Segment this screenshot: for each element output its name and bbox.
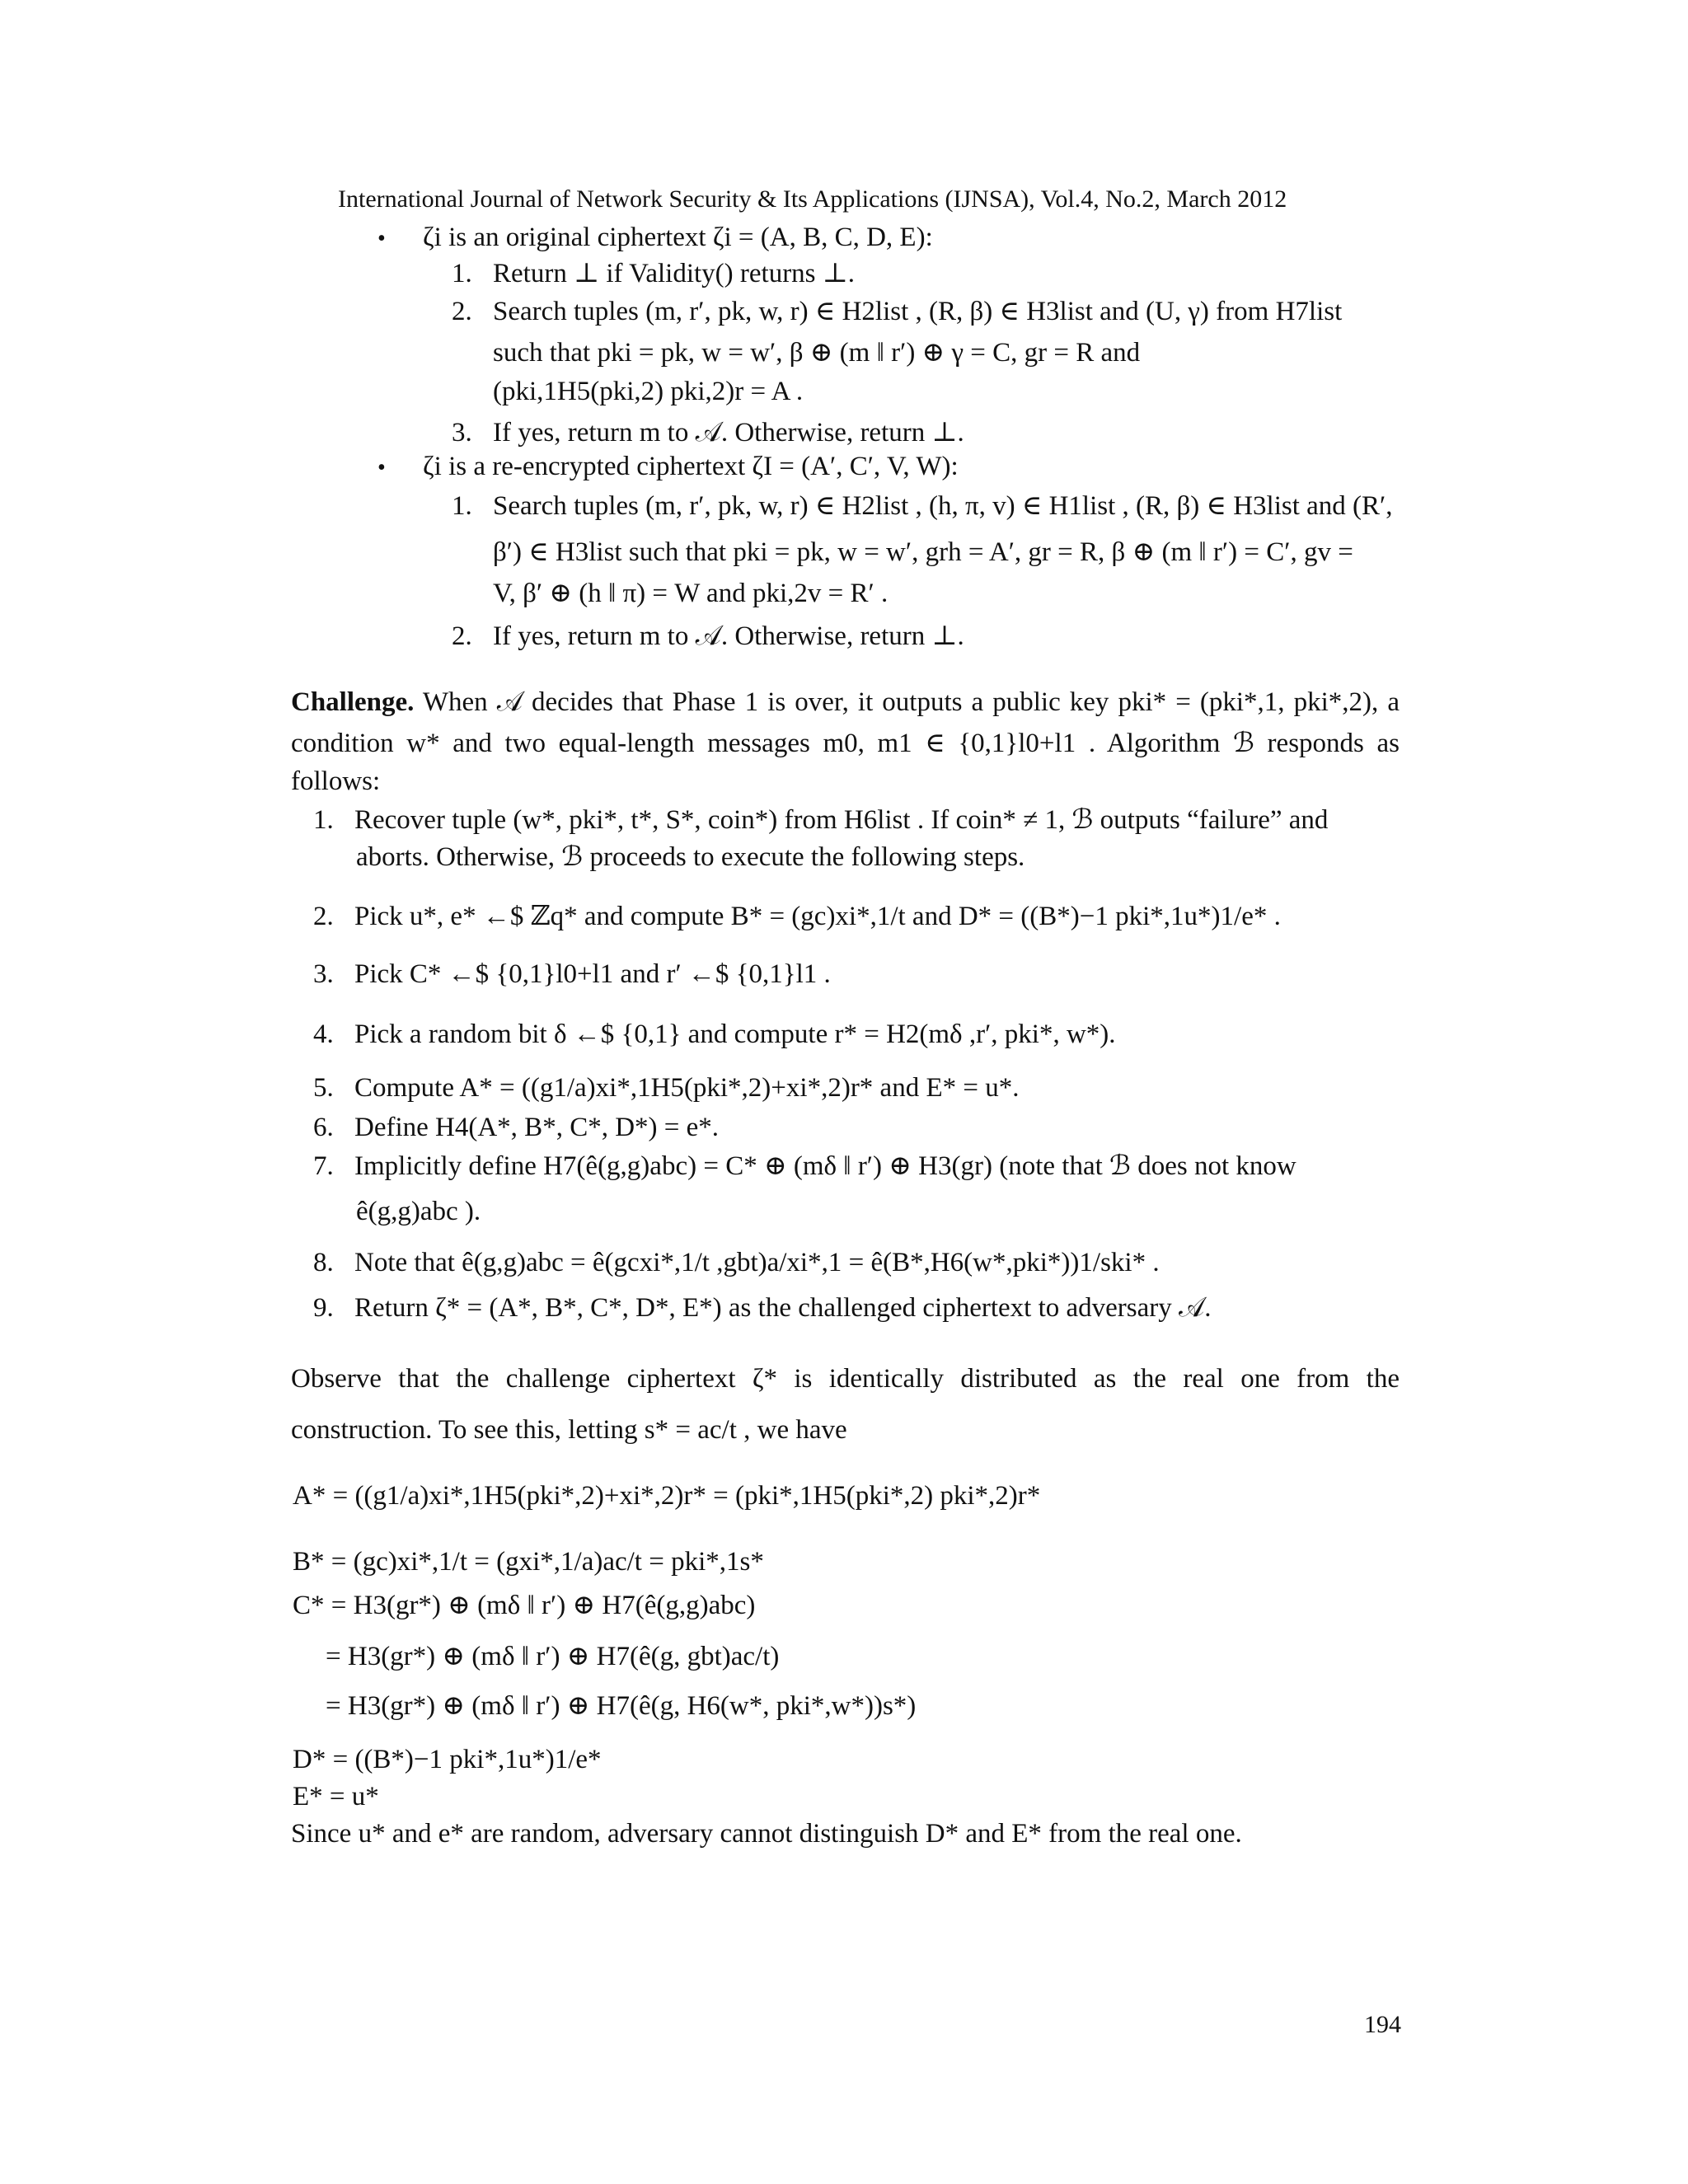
step-text: Recover tuple (w*, pki*, t*, S*, coin*) from H6list . If coin* ≠ 1, ℬ outputs “failure” and — [354, 805, 1329, 835]
step-continuation: V, β′ ⊕ (h ‖ π) = W and pki,2v = R′ . — [493, 579, 889, 608]
equation-line: C* = H3(gr*) ⊕ (mδ ‖ r′) ⊕ H7(ê(g,g)abc) — [293, 1591, 756, 1620]
step-text: Return ⊥ if Validity() returns ⊥. — [493, 259, 856, 288]
closing-sentence: Since u* and e* are random, adversary cannot distinguish D* and E* from the real one. — [291, 1819, 1242, 1849]
step-number: 1. — [313, 805, 334, 835]
challenge-intro-line — [291, 686, 1400, 719]
case-title — [377, 221, 933, 255]
challenge-step — [313, 1246, 1160, 1279]
case-step — [452, 620, 964, 653]
challenge-step — [313, 1071, 1019, 1104]
step-text: Pick C* ←$ {0,1}l0+l1 and r′ ←$ {0,1}l1 . — [354, 959, 831, 989]
step-number: 9. — [313, 1293, 334, 1323]
step-number: 2. — [452, 621, 472, 651]
step-text: Pick a random bit δ ←$ {0,1} and compute r* = H2(mδ ,r′, pki*, w*). — [354, 1019, 1116, 1049]
step-number: 7. — [313, 1151, 334, 1181]
step-text: Return ζ* = (A*, B*, C*, D*, E*) as the challenged ciphertext to adversary 𝒜. — [354, 1293, 1212, 1323]
step-number: 3. — [313, 959, 334, 989]
step-number: 3. — [452, 418, 472, 448]
step-number: 4. — [313, 1019, 334, 1049]
challenge-intro-line: follows: — [291, 766, 381, 796]
challenge-step — [313, 1150, 1296, 1183]
step-text: Note that ê(g,g)abc = ê(gcxi*,1/t ,gbt)a/xi*,1 = ê(B*,H6(w*,pki*))1/ski* . — [354, 1248, 1160, 1277]
challenge-intro-text: When 𝒜 decides that Phase 1 is over, it outputs a public key pki* = (pki*,1, pki*,2), a — [422, 687, 1400, 717]
challenge-step — [313, 1111, 719, 1144]
step-number: 6. — [313, 1113, 334, 1142]
step-text: If yes, return m to 𝒜. Otherwise, return ⊥. — [493, 418, 964, 448]
case-step — [452, 257, 855, 290]
step-text: Define H4(A*, B*, C*, D*) = e*. — [354, 1113, 720, 1142]
step-number: 5. — [313, 1073, 334, 1103]
step-text: Search tuples (m, r′, pk, w, r) ∈ H2list , (h, π, v) ∈ H1list , (R, β) ∈ H3list and (R′, — [493, 491, 1393, 521]
challenge-step — [313, 1291, 1211, 1324]
case-title — [377, 450, 959, 485]
step-text: If yes, return m to 𝒜. Otherwise, return ⊥. — [493, 621, 964, 651]
challenge-step — [313, 900, 1281, 933]
step-number: 8. — [313, 1248, 334, 1277]
equation-line: = H3(gr*) ⊕ (mδ ‖ r′) ⊕ H7(ê(g, H6(w*, pki*,w*))s*) — [326, 1691, 917, 1721]
step-text: Pick u*, e* ←$ ℤq* and compute B* = (gc)xi*,1/t and D* = ((B*)−1 pki*,1u*)1/e* . — [354, 902, 1281, 931]
equation-line: = H3(gr*) ⊕ (mδ ‖ r′) ⊕ H7(ê(g, gbt)ac/t) — [326, 1642, 780, 1671]
step-number: 1. — [452, 259, 472, 288]
bullet-icon: • — [377, 455, 386, 480]
case-step — [452, 416, 964, 449]
step-text: Compute A* = ((g1/a)xi*,1H5(pki*,2)+xi*,2)r* and E* = u*. — [354, 1073, 1020, 1103]
page-number: 194 — [1364, 2011, 1401, 2038]
bullet-icon: • — [377, 226, 386, 251]
journal-header: International Journal of Network Security & Its Applications (IJNSA), Vol.4, No.2, March 2012 — [338, 185, 1287, 213]
case-title-text: ζi is an original ciphertext ζi = (A, B, C, D, E): — [423, 223, 933, 252]
challenge-intro-line: condition w* and two equal-length messages m0, m1 ∈ {0,1}l0+l1 . Algorithm ℬ responds as — [291, 729, 1400, 758]
case-step — [452, 295, 1342, 328]
step-continuation: β′) ∈ H3list such that pki = pk, w = w′, grh = A′, gr = R, β ⊕ (m ‖ r′) = C′, gv = — [493, 537, 1353, 567]
equation-line: B* = (gc)xi*,1/t = (gxi*,1/a)ac/t = pki*,1s* — [293, 1547, 764, 1577]
case-step — [452, 490, 1393, 523]
equation-line: D* = ((B*)−1 pki*,1u*)1/e* — [293, 1745, 602, 1774]
equation-line: E* = u* — [293, 1782, 379, 1811]
step-text: Search tuples (m, r′, pk, w, r) ∈ H2list , (R, β) ∈ H3list and (U, γ) from H7list — [493, 297, 1343, 326]
step-number: 2. — [313, 902, 334, 931]
step-continuation: ê(g,g)abc ). — [356, 1197, 481, 1226]
challenge-step — [313, 804, 1328, 837]
challenge-label: Challenge. — [291, 687, 415, 717]
step-text: Implicitly define H7(ê(g,g)abc) = C* ⊕ (mδ ‖ r′) ⊕ H3(gr) (note that ℬ does not know — [354, 1151, 1296, 1181]
step-number: 2. — [452, 297, 472, 326]
challenge-step — [313, 1018, 1116, 1051]
case-title-text: ζi is a re-encrypted ciphertext ζI = (A′, C′, V, W): — [423, 452, 959, 481]
observe-line: construction. To see this, letting s* = ac/t , we have — [291, 1415, 847, 1445]
step-number: 1. — [452, 491, 472, 521]
observe-line: Observe that the challenge ciphertext ζ* is identically distributed as the real one from the — [291, 1364, 1400, 1394]
step-continuation: aborts. Otherwise, ℬ proceeds to execute the following steps. — [356, 842, 1025, 872]
challenge-step — [313, 958, 831, 991]
step-continuation: such that pki = pk, w = w′, β ⊕ (m ‖ r′) ⊕ γ = C, gr = R and — [493, 338, 1141, 368]
equation-line: A* = ((g1/a)xi*,1H5(pki*,2)+xi*,2)r* = (pki*,1H5(pki*,2) pki*,2)r* — [293, 1481, 1041, 1511]
step-continuation: (pki,1H5(pki,2) pki,2)r = A . — [493, 377, 804, 406]
